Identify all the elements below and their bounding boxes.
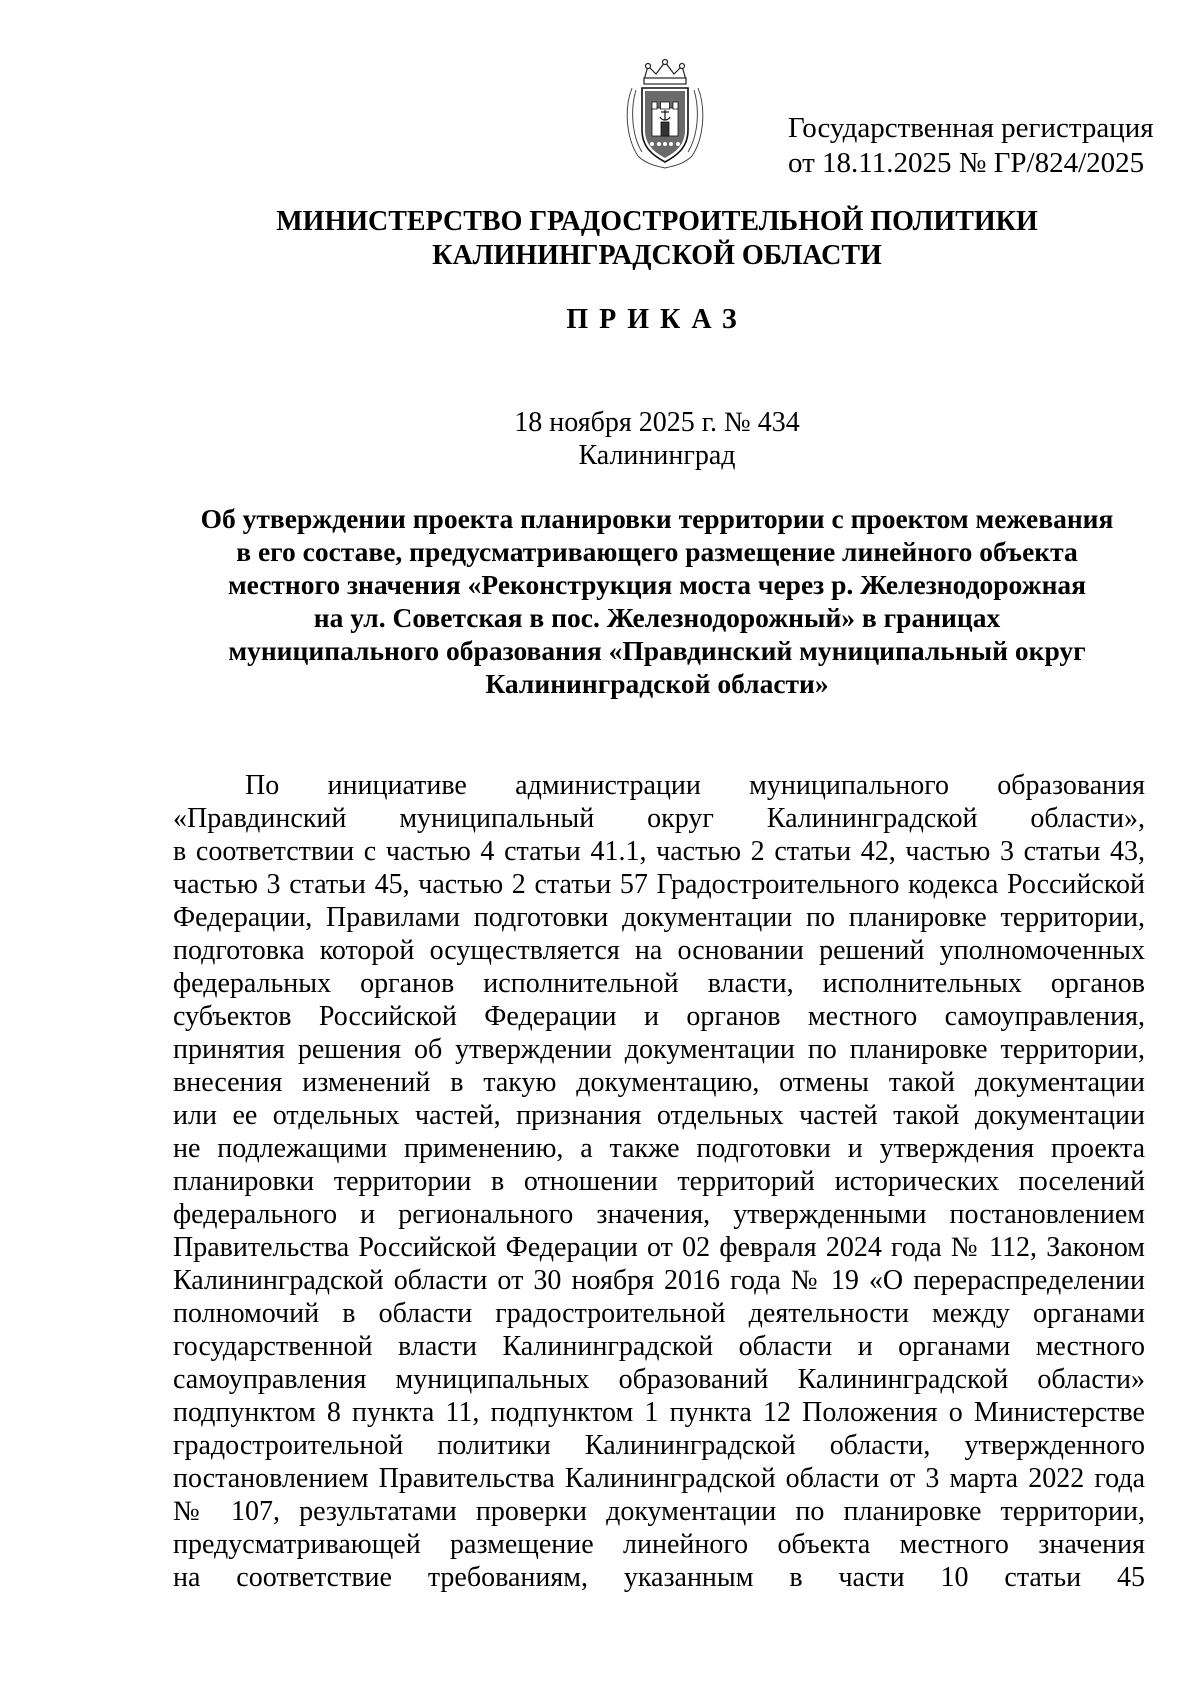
body-line: Правительства Российской Федерации от 02 февраля 2024 года № 112, Законом [173,1232,1145,1263]
order-subject [0,502,1200,700]
order-body-paragraph [173,769,1145,1594]
body-line: субъектов Российской Федерации и органов местного самоуправления, [173,1001,1145,1032]
subject-line: Калининградской области» [485,668,829,699]
body-line: градостроительной политики Калининградской области, утвержденного [173,1430,1145,1461]
body-line: внесения изменений в такую документацию, отмены такой документации [173,1067,1145,1098]
body-line: «Правдинский муниципальный округ Калининградской области», [173,803,1145,834]
body-line: планировки территории в отношении территорий исторических поселений [173,1166,1145,1197]
body-line: Федерации, Правилами подготовки документации по планировке территории, [173,902,1145,933]
body-line: в соответствии с частью 4 статьи 41.1, частью 2 статьи 42, частью 3 статьи 43, [173,836,1145,867]
registration-line: Государственная регистрация [788,112,1154,144]
body-line: подготовка которой осуществляется на основании решений уполномоченных [173,935,1145,966]
body-line: подпунктом 8 пункта 11, подпунктом 1 пункта 12 Положения о Министерстве [173,1397,1145,1428]
body-line: принятия решения об утверждении документации по планировке территории, [173,1034,1145,1065]
body-line: или ее отдельных частей, признания отдельных частей такой документации [173,1100,1145,1131]
subject-line: Об утверждении проекта планировки территории с проектом межевания [200,503,1114,534]
ministry-name [0,205,1200,273]
body-line: № 107, результатами проверки документации по планировке территории, [173,1496,1145,1527]
body-line: предусматривающей размещение линейного объекта местного значения [173,1529,1145,1560]
registration-line: от 18.11.2025 № ГР/824/2025 [788,147,1145,179]
subject-line: местного значения «Реконструкция моста через р. Железнодорожная [227,569,1087,600]
body-line: не подлежащими применению, а также подготовки и утверждения проекта [173,1133,1145,1164]
document-type: ПРИКАЗ [566,304,748,335]
body-line: на соответствие требованиям, указанным в части 10 статьи 45 [173,1562,1145,1593]
ministry-line: МИНИСТЕРСТВО ГРАДОСТРОИТЕЛЬНОЙ ПОЛИТИКИ [276,206,1038,237]
body-line: частью 3 статьи 45, частью 2 статьи 57 Градостроительного кодекса Российской [173,869,1145,900]
coat-of-arms-icon [622,58,708,170]
body-line: федерального и регионального значения, утвержденными постановлением [173,1199,1145,1230]
ministry-line: КАЛИНИНГРАДСКОЙ ОБЛАСТИ [432,240,882,271]
subject-line: муниципального образования «Правдинский муниципальный округ [228,635,1086,666]
subject-line: на ул. Советская в пос. Железнодорожный» в границах [313,602,1001,633]
body-line: государственной власти Калининградской области и органами местного [173,1331,1145,1362]
body-line: федеральных органов исполнительной власти, исполнительных органов [173,968,1145,999]
body-line: Калининградской области от 30 ноября 2016 года № 19 «О перераспределении [173,1265,1145,1296]
body-line: самоуправления муниципальных образований Калининградской области» [173,1364,1145,1395]
body-line: По инициативе администрации муниципального образования [245,770,1145,801]
order-place: Калининград [578,440,736,471]
date-and-place [0,406,1200,472]
subject-line: в его составе, предусматривающего размещение линейного объекта [236,536,1078,567]
emblem-svg [622,58,708,170]
state-registration [788,111,1154,181]
body-line: постановлением Правительства Калининградской области от 3 марта 2022 года [173,1463,1145,1494]
order-date-number: 18 ноября 2025 г. № 434 [514,407,800,438]
body-line: полномочий в области градостроительной деятельности между органами [173,1298,1145,1329]
